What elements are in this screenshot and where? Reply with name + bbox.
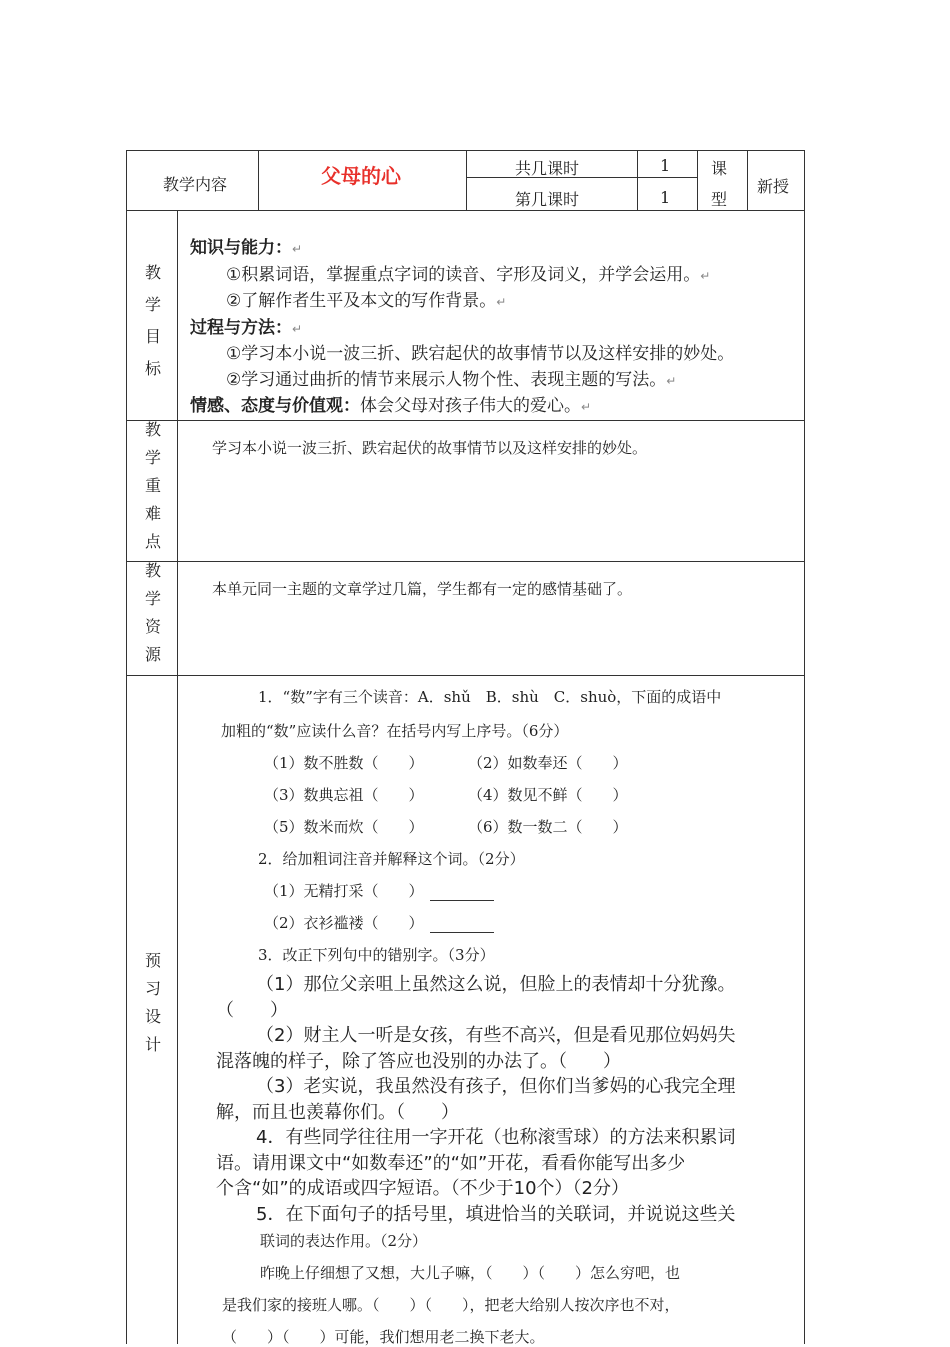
preview-label	[143, 947, 163, 1059]
para-mark: ↵	[292, 242, 303, 256]
q5-sentence-3: （ ）（ ）可能，我们想用老二换下老大。	[222, 1328, 545, 1346]
q2-title: 2．给加粗词注音并解释这个词。（2分）	[258, 850, 525, 868]
q3-2a: （2）财主人一听是女孩，有些不高兴，但是看见那位妈妈失	[256, 1025, 736, 1046]
label-char: 计	[144, 1035, 161, 1054]
para-mark: ↵	[581, 400, 592, 414]
which-hour-label: 第几课时	[515, 190, 580, 209]
total-hours-value: 1	[660, 156, 671, 175]
q3-3a: （3）老实说，我虽然没有孩子，但你们当爹妈的心我完全理	[256, 1076, 736, 1097]
resources-label	[143, 557, 163, 669]
emotion-title: 情感、态度与价值观：	[190, 396, 360, 416]
q3-1a: （1）那位父亲咀上虽然这么说，但脸上的表情却十分犹豫。	[256, 974, 736, 995]
label-char: 学	[144, 589, 161, 608]
process-item-2: ②学习通过曲折的情节来展示人物个性、表现主题的写法。	[226, 369, 667, 390]
q3-1b: （ ）	[216, 999, 288, 1021]
label-char: 学	[144, 448, 161, 467]
resources-bottom	[126, 675, 805, 676]
q2-item-1-text: （1）无精打采（ ）	[264, 882, 424, 900]
preview-content-large	[216, 972, 796, 1227]
q3-3b: 解，而且也羡幕你们。（ ）	[216, 1101, 459, 1123]
label-char: 教	[144, 561, 161, 580]
knowledge-title: 知识与能力：	[190, 238, 292, 258]
para-mark: ↵	[666, 373, 677, 388]
q2-item-2-text: （2）衣衫褴褛（ ）	[264, 914, 424, 932]
table-border-right	[804, 150, 805, 1344]
q1-item-6: （6）数一数二（ ）	[468, 818, 628, 836]
header-bottom	[126, 210, 805, 211]
q5-sentence-2: 是我们家的接班人哪。（ ）（ ），把老大给别人按次序也不对，	[222, 1296, 680, 1314]
q4a: 4．有些同学往往用一字开花（也称滚雪球）的方法来积累词	[256, 1127, 736, 1148]
para-mark: ↵	[292, 321, 303, 336]
keypoints-text: 学习本小说一波三折、跌宕起伏的故事情节以及这样安排的妙处。	[212, 439, 648, 457]
q1-item-1: （1）数不胜数（ ）	[264, 754, 424, 772]
q1-item-2: （2）如数奉还（ ）	[468, 754, 628, 772]
q2-item-1	[264, 880, 494, 901]
total-hours-label: 共几课时	[515, 159, 580, 178]
label-char: 设	[144, 1007, 161, 1026]
label-char: 预	[144, 951, 161, 970]
q5b: 联词的表达作用。（2分）	[260, 1232, 428, 1250]
label-char: 标	[144, 359, 161, 378]
para-mark: ↵	[496, 295, 507, 309]
q1-item-5: （5）数米而炊（ ）	[264, 818, 424, 836]
keypoints-bottom	[126, 561, 805, 562]
q4b: 语。请用课文中“如数奉还”的“如”开花，看看你能写出多少	[216, 1152, 686, 1174]
emotion-text: 体会父母对孩子伟大的爱心。	[360, 396, 581, 416]
answer-blank[interactable]	[430, 931, 494, 933]
keypoints-label	[143, 416, 163, 556]
header-mid	[466, 177, 697, 178]
label-char: 重	[144, 476, 161, 495]
objectives-label	[143, 257, 163, 385]
q1-item-4: （4）数见不鲜（ ）	[468, 786, 628, 804]
objectives-content	[190, 236, 802, 421]
q4c: 个含“如”的成语或四字短语。（不少于10个）（2分）	[216, 1178, 630, 1199]
knowledge-item-1: ①积累词语，掌握重点字词的读音、字形及词义，并学会运用。	[226, 264, 701, 285]
process-title: 过程与方法：	[190, 317, 292, 338]
label-char: 学	[144, 295, 161, 314]
q1-item-3: （3）数典忘祖（ ）	[264, 786, 424, 804]
para-mark: ↵	[700, 268, 711, 283]
label-char: 资	[144, 617, 161, 636]
q3-title: 3．改正下列句中的错别字。（3分）	[258, 946, 495, 964]
label-char: 源	[144, 645, 161, 664]
table-border-left	[126, 150, 127, 1344]
type-label-2: 型	[711, 190, 728, 209]
label-char: 教	[144, 420, 161, 439]
process-item-1: ①学习本小说一波三折、跌宕起伏的故事情节以及这样安排的妙处。	[226, 344, 735, 364]
q5a: 5．在下面句子的括号里，填进恰当的关联词，并说说这些关	[256, 1203, 736, 1225]
header-divider-5	[747, 150, 748, 210]
type-label-1: 课	[711, 159, 728, 178]
label-char: 习	[144, 979, 161, 998]
label-char: 目	[144, 327, 161, 346]
label-char: 点	[144, 532, 161, 551]
label-column-divider	[177, 210, 178, 1344]
q1-line1: 1．“数”字有三个读音：A．shǔ B．shù C．shuò，下面的成语中	[258, 688, 722, 706]
header-divider-3	[637, 150, 638, 210]
answer-blank[interactable]	[430, 899, 494, 901]
q2-item-2	[264, 912, 494, 933]
q5-sentence-1: 昨晚上仔细想了又想，大儿子嘛，（ ）（ ）怎么穷吧，也	[260, 1264, 681, 1282]
which-hour-value: 1	[660, 188, 671, 207]
content-label: 教学内容	[163, 175, 228, 194]
header-divider-4	[697, 150, 698, 210]
header-divider-2	[466, 150, 467, 210]
label-char: 难	[144, 504, 161, 523]
label-char: 教	[144, 263, 161, 282]
page-title: 父母的心	[321, 164, 401, 188]
resources-text: 本单元同一主题的文章学过几篇，学生都有一定的感情基础了。	[212, 580, 633, 598]
q3-2b: 混落魄的样子，除了答应也没别的办法了。（ ）	[216, 1050, 621, 1072]
type-value: 新授	[757, 177, 790, 196]
q1-line2: 加粗的“数”应读什么音？在括号内写上序号。（6分）	[221, 722, 569, 740]
knowledge-item-2: ②了解作者生平及本文的写作背景。	[226, 291, 497, 311]
header-divider-1	[258, 150, 259, 210]
